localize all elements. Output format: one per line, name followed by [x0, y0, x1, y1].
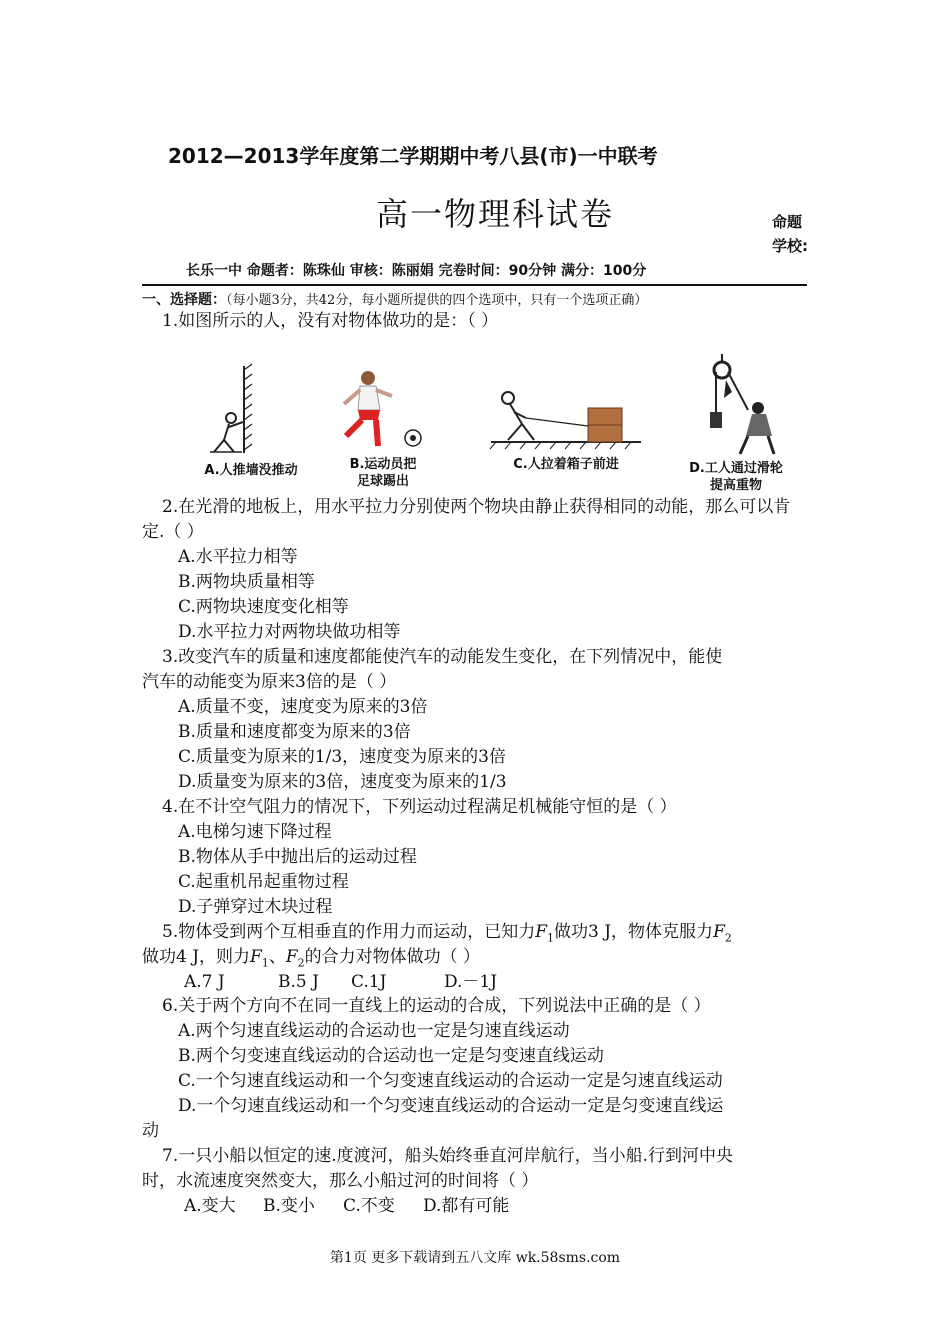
q3-option-b: B.质量和速度都变为原来的3倍 [178, 722, 411, 742]
q6-option-c: C.一个匀速直线运动和一个匀变速直线运动的合运动一定是匀速直线运动 [178, 1071, 723, 1091]
q2-option-b: B.两物块质量相等 [178, 572, 315, 592]
q5-sub-2: 2 [724, 931, 732, 945]
q5-force-f2-b: F [285, 947, 298, 967]
q4-option-a: A.电梯匀速下降过程 [178, 822, 332, 842]
q3-option-c: C.质量变为原来的1/3，速度变为原来的3倍 [178, 747, 506, 767]
page-footer: 第1页 更多下载请到五八文库 wk.58sms.com [329, 1250, 621, 1266]
q6-option-b: B.两个匀变速直线运动的合运动也一定是匀变速直线运动 [178, 1046, 604, 1066]
q7-option-c: C.不变 [343, 1196, 395, 1216]
q5-force-f2: F [713, 922, 725, 942]
q5-text-d: 的合力对物体做功（ ） [304, 947, 481, 967]
q5-sub-2-b: 2 [297, 956, 305, 970]
question-7-line1: 7.一只小船以恒定的速.度渡河，船头始终垂直河岸航行，当小船.行到河中央 [162, 1146, 734, 1166]
caption-d-line1: D.工人通过滑轮 [689, 461, 783, 476]
figure-a-push-wall [186, 358, 316, 488]
q5-sub-1-b: 1 [261, 956, 269, 970]
q6-option-a: A.两个匀速直线运动的合运动也一定是匀速直线运动 [178, 1021, 570, 1041]
figure-c-drawing [486, 372, 646, 452]
caption-b-line1: B.运动员把 [349, 457, 417, 472]
q4-option-d: D.子弹穿过木块过程 [178, 897, 333, 917]
q5-separator: 、 [268, 947, 286, 967]
q4-option-c: C.起重机吊起重物过程 [178, 872, 349, 892]
section-note: （每小题3分，共42分，每小题所提供的四个选项中，只有一个选项正确） [226, 293, 648, 308]
q2-option-d: D.水平拉力对两物块做功相等 [178, 622, 401, 642]
q2-option-c: C.两物块速度变化相等 [178, 597, 349, 617]
q6-option-d-wrap: 动 [142, 1121, 159, 1141]
q6-option-d: D.一个匀速直线运动和一个匀变速直线运动的合运动一定是匀变速直线运 [178, 1096, 724, 1116]
figure-a-drawing [186, 358, 316, 458]
question-6: 6.关于两个方向不在同一直线上的运动的合成，下列说法中正确的是（ ） [162, 996, 711, 1016]
q7-option-b: B.变小 [263, 1196, 315, 1216]
question-3-line2: 汽车的动能变为原来3倍的是（ ） [142, 672, 397, 692]
figure-b-drawing [318, 366, 448, 452]
caption-d-line2: 提高重物 [709, 478, 762, 493]
figure-d-drawing [666, 352, 806, 456]
question-3-line1: 3.改变汽车的质量和速度都能使汽车的动能发生变化，在下列情况中，能使 [162, 647, 723, 667]
q7-option-d: D.都有可能 [423, 1196, 510, 1216]
question-7-line2: 时，水流速度突然变大，那么小船过河的时间将（ ） [142, 1171, 539, 1191]
q3-option-d: D.质量变为原来的3倍，速度变为原来的1/3 [178, 772, 507, 792]
caption-a: A.人推墙没推动 [204, 463, 298, 478]
figure-c-pull-box [486, 372, 646, 482]
q5-text-b: 做功3 J，物体克服力 [554, 922, 714, 942]
question-1: 1.如图所示的人，没有对物体做功的是：（ ） [162, 311, 499, 331]
q5-option-b: B.5 J [278, 972, 319, 992]
q4-option-b: B.物体从手中抛出后的运动过程 [178, 847, 417, 867]
section-title: 一、选择题： [142, 292, 226, 308]
exam-info-line: 长乐一中 命题者：陈珠仙 审核：陈丽娟 完卷时间：90分钟 满分：100分 [186, 263, 647, 279]
figure-d-pulley [666, 352, 806, 492]
q2-option-a: A.水平拉力相等 [178, 547, 298, 567]
figure-b-kick-ball [318, 366, 448, 496]
q5-text-a: 5.物体受到两个互相垂直的作用力而运动，已知力 [162, 922, 536, 942]
header-divider [142, 284, 807, 286]
q5-text-c: 做功4 J，则力 [142, 947, 251, 967]
caption-b-line2: 足球踢出 [356, 474, 409, 489]
side-label-mingti: 命题 [772, 213, 803, 231]
question-2: 2.在光滑的地板上，用水平拉力分别使两个物块由静止获得相同的动能，那么可以肯定.（ ） [142, 497, 791, 542]
exam-main-title: 2012—2013学年度第二学期期中考八县(市)一中联考 [168, 144, 658, 168]
q3-option-a: A.质量不变，速度变为原来的3倍 [178, 697, 428, 717]
q5-option-a: A.7 J [184, 972, 225, 992]
q5-sub-1: 1 [547, 931, 555, 945]
question-4: 4.在不计空气阻力的情况下，下列运动过程满足机械能守恒的是（ ） [162, 797, 677, 817]
q5-force-f1-b: F [250, 947, 262, 967]
caption-c: C.人拉着箱子前进 [513, 457, 619, 472]
q5-option-c: C.1J [351, 972, 387, 992]
q5-force-f1: F [535, 922, 548, 942]
q7-option-a: A.变大 [184, 1196, 236, 1216]
q5-option-d: D.－1J [444, 972, 498, 992]
side-label-xuexiao: 学校: [772, 237, 808, 255]
exam-subject-title: 高一物理科试卷 [376, 195, 615, 233]
